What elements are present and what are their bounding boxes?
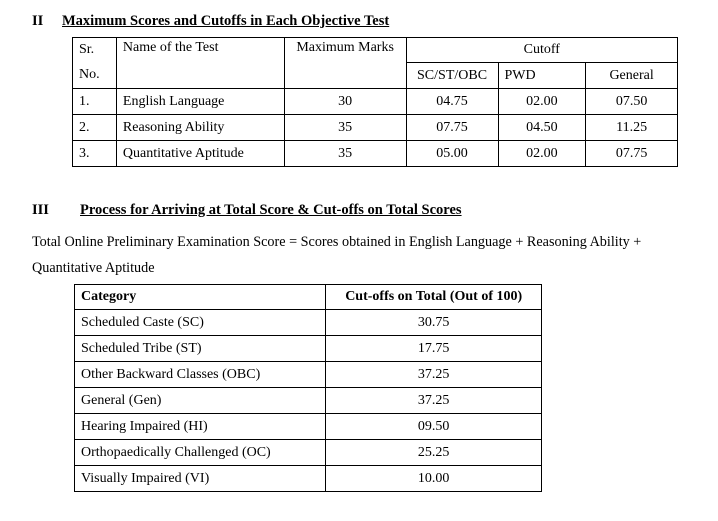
cutoff-cell: 37.25 [326, 388, 542, 414]
name-header: Name of the Test [116, 38, 284, 89]
max-marks-cell: 35 [284, 141, 406, 167]
cutoff-cell: 30.75 [326, 310, 542, 336]
sr-cell: 2. [73, 115, 117, 141]
test-name-cell: English Language [116, 89, 284, 115]
table-row [75, 414, 542, 440]
category-cell: Visually Impaired (VI) [75, 466, 326, 492]
total-cutoffs-table [74, 284, 542, 492]
general-cell: 11.25 [586, 115, 678, 141]
sr-header-bottom: No. [73, 63, 117, 89]
sr-header-top: Sr. [73, 38, 117, 63]
category-cell: Other Backward Classes (OBC) [75, 362, 326, 388]
max-marks-cell: 35 [284, 115, 406, 141]
sr-cell: 1. [73, 89, 117, 115]
max-marks-cell: 30 [284, 89, 406, 115]
category-cell: Scheduled Caste (SC) [75, 310, 326, 336]
pwd-cell: 02.00 [498, 89, 586, 115]
category-cell: Hearing Impaired (HI) [75, 414, 326, 440]
pwd-header: PWD [498, 63, 586, 89]
cutoff-cell: 37.25 [326, 362, 542, 388]
pwd-cell: 04.50 [498, 115, 586, 141]
sc-st-obc-cell: 07.75 [406, 115, 498, 141]
test-name-cell: Quantitative Aptitude [116, 141, 284, 167]
table-header-row [73, 38, 678, 63]
section-3-heading [32, 202, 462, 219]
cutoff-cell: 09.50 [326, 414, 542, 440]
cutoff-cell: 17.75 [326, 336, 542, 362]
section-2-number: II [32, 13, 44, 29]
sc-st-obc-cell: 05.00 [406, 141, 498, 167]
table-row [75, 466, 542, 492]
table-row [75, 336, 542, 362]
table-row [75, 440, 542, 466]
total-score-description-line-2: Quantitative Aptitude [32, 260, 155, 276]
general-header: General [586, 63, 678, 89]
general-cell: 07.50 [586, 89, 678, 115]
section-3-number: III [32, 202, 49, 218]
cutoff-cell: 25.25 [326, 440, 542, 466]
pwd-cell: 02.00 [498, 141, 586, 167]
table-header-row [75, 285, 542, 310]
section-3-title: Process for Arriving at Total Score & Cut-offs on Total Scores [80, 202, 462, 218]
max-marks-header: Maximum Marks [284, 38, 406, 89]
sc-st-obc-cell: 04.75 [406, 89, 498, 115]
max-scores-table [72, 37, 678, 167]
general-cell: 07.75 [586, 141, 678, 167]
category-cell: Scheduled Tribe (ST) [75, 336, 326, 362]
sr-cell: 3. [73, 141, 117, 167]
section-2-heading [32, 13, 389, 30]
table-row [73, 141, 678, 167]
category-cell: General (Gen) [75, 388, 326, 414]
total-score-description-line-1: Total Online Preliminary Examination Score = Scores obtained in English Language + Reasoning Ability + [32, 234, 642, 250]
cutoff-cell: 10.00 [326, 466, 542, 492]
category-header: Category [75, 285, 326, 310]
category-cell: Orthopaedically Challenged (OC) [75, 440, 326, 466]
table-row [73, 115, 678, 141]
table-row [73, 89, 678, 115]
test-name-cell: Reasoning Ability [116, 115, 284, 141]
section-2-title: Maximum Scores and Cutoffs in Each Objective Test [62, 13, 390, 29]
sc-st-obc-header: SC/ST/OBC [406, 63, 498, 89]
table-row [75, 388, 542, 414]
table-row [75, 310, 542, 336]
table-row [75, 362, 542, 388]
cutoff-total-header: Cut-offs on Total (Out of 100) [326, 285, 542, 310]
cutoff-header: Cutoff [406, 38, 677, 63]
